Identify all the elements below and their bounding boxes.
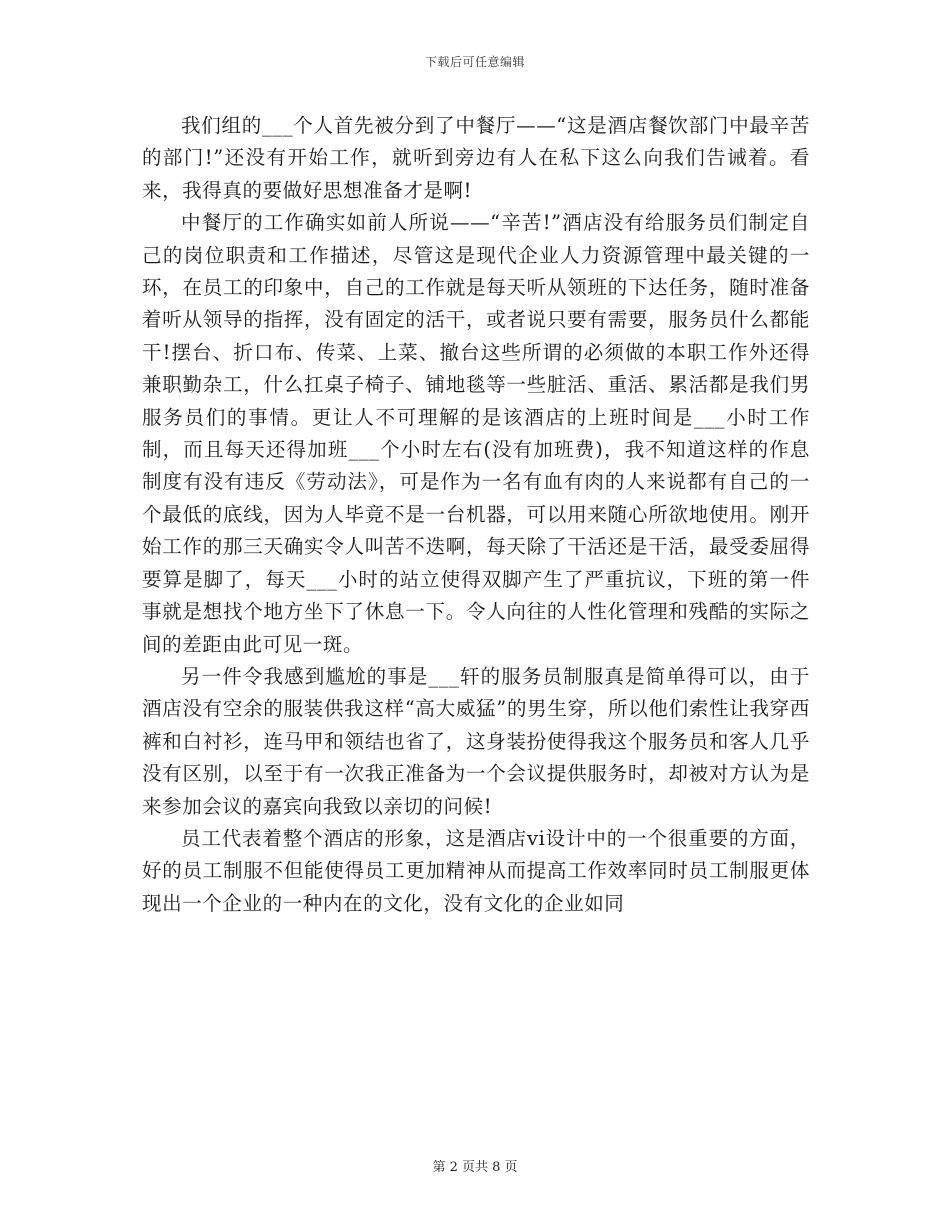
paragraph-4: 员工代表着整个酒店的形象，这是酒店vi设计中的一个很重要的方面，好的员工制服不但能使得员工更加精神从而提高工作效率同时员工制服更体现出一个企业的一种内在的文化，没有文化的企业如同 [142, 826, 810, 915]
paragraph-2: 中餐厅的工作确实如前人所说——“辛苦!”酒店没有给服务员们制定自己的岗位职责和工作描述，尽管这是现代企业人力资源管理中最关键的一环，在员工的印象中，自己的工作就是每天听从领班的下达任务，随时准备着听从领导的指挥，没有固定的活干，或者说只要有需要，服务员什么都能干!摆台、折口布、传菜、上菜、撤台这些所谓的必须做的本职工作外还得兼职勤杂工，什么扛桌子椅子、铺地毯等一些脏活、重活、累活都是我们男服务员们的事情。更让人不可理解的是该酒店的上班时间是___小时工作制，而且每天还得加班___个小时左右(没有加班费)，我不知道这样的作息制度有没有违反《劳动法》，可是作为一名有血有肉的人来说都有自己的一个最低的底线，因为人毕竟不是一台机器，可以用来随心所欲地使用。刚开始工作的那三天确实令人叫苦不迭啊，每天除了干活还是干活，最受委屈得要算是脚了，每天___小时的站立使得双脚产生了严重抗议，下班的第一件事就是想找个地方坐下了休息一下。令人向往的人性化管理和残酷的实际之间的差距由此可见一斑。 [142, 211, 810, 656]
paragraph-3: 另一件令我感到尴尬的事是___轩的服务员制服真是简单得可以，由于酒店没有空余的服装供我这样“高大威猛”的男生穿，所以他们索性让我穿西裤和白衬衫，连马甲和领结也省了，这身装扮使得我这个服务员和客人几乎没有区别，以至于有一次我正准备为一个会议提供服务时，却被对方认为是来参加会议的嘉宾向我致以亲切的问候! [142, 664, 810, 818]
page-number-footer: 第 2 页共 8 页 [432, 1160, 518, 1175]
page-header-note: 下载后可任意编辑 [424, 55, 525, 69]
document-body [142, 110, 810, 920]
paragraph-1: 我们组的___个人首先被分到了中餐厅——“这是酒店餐饮部门中最辛苦的部门!”还没有开始工作，就听到旁边有人在私下这么向我们告诫着。看来，我得真的要做好思想准备才是啊! [142, 114, 810, 202]
